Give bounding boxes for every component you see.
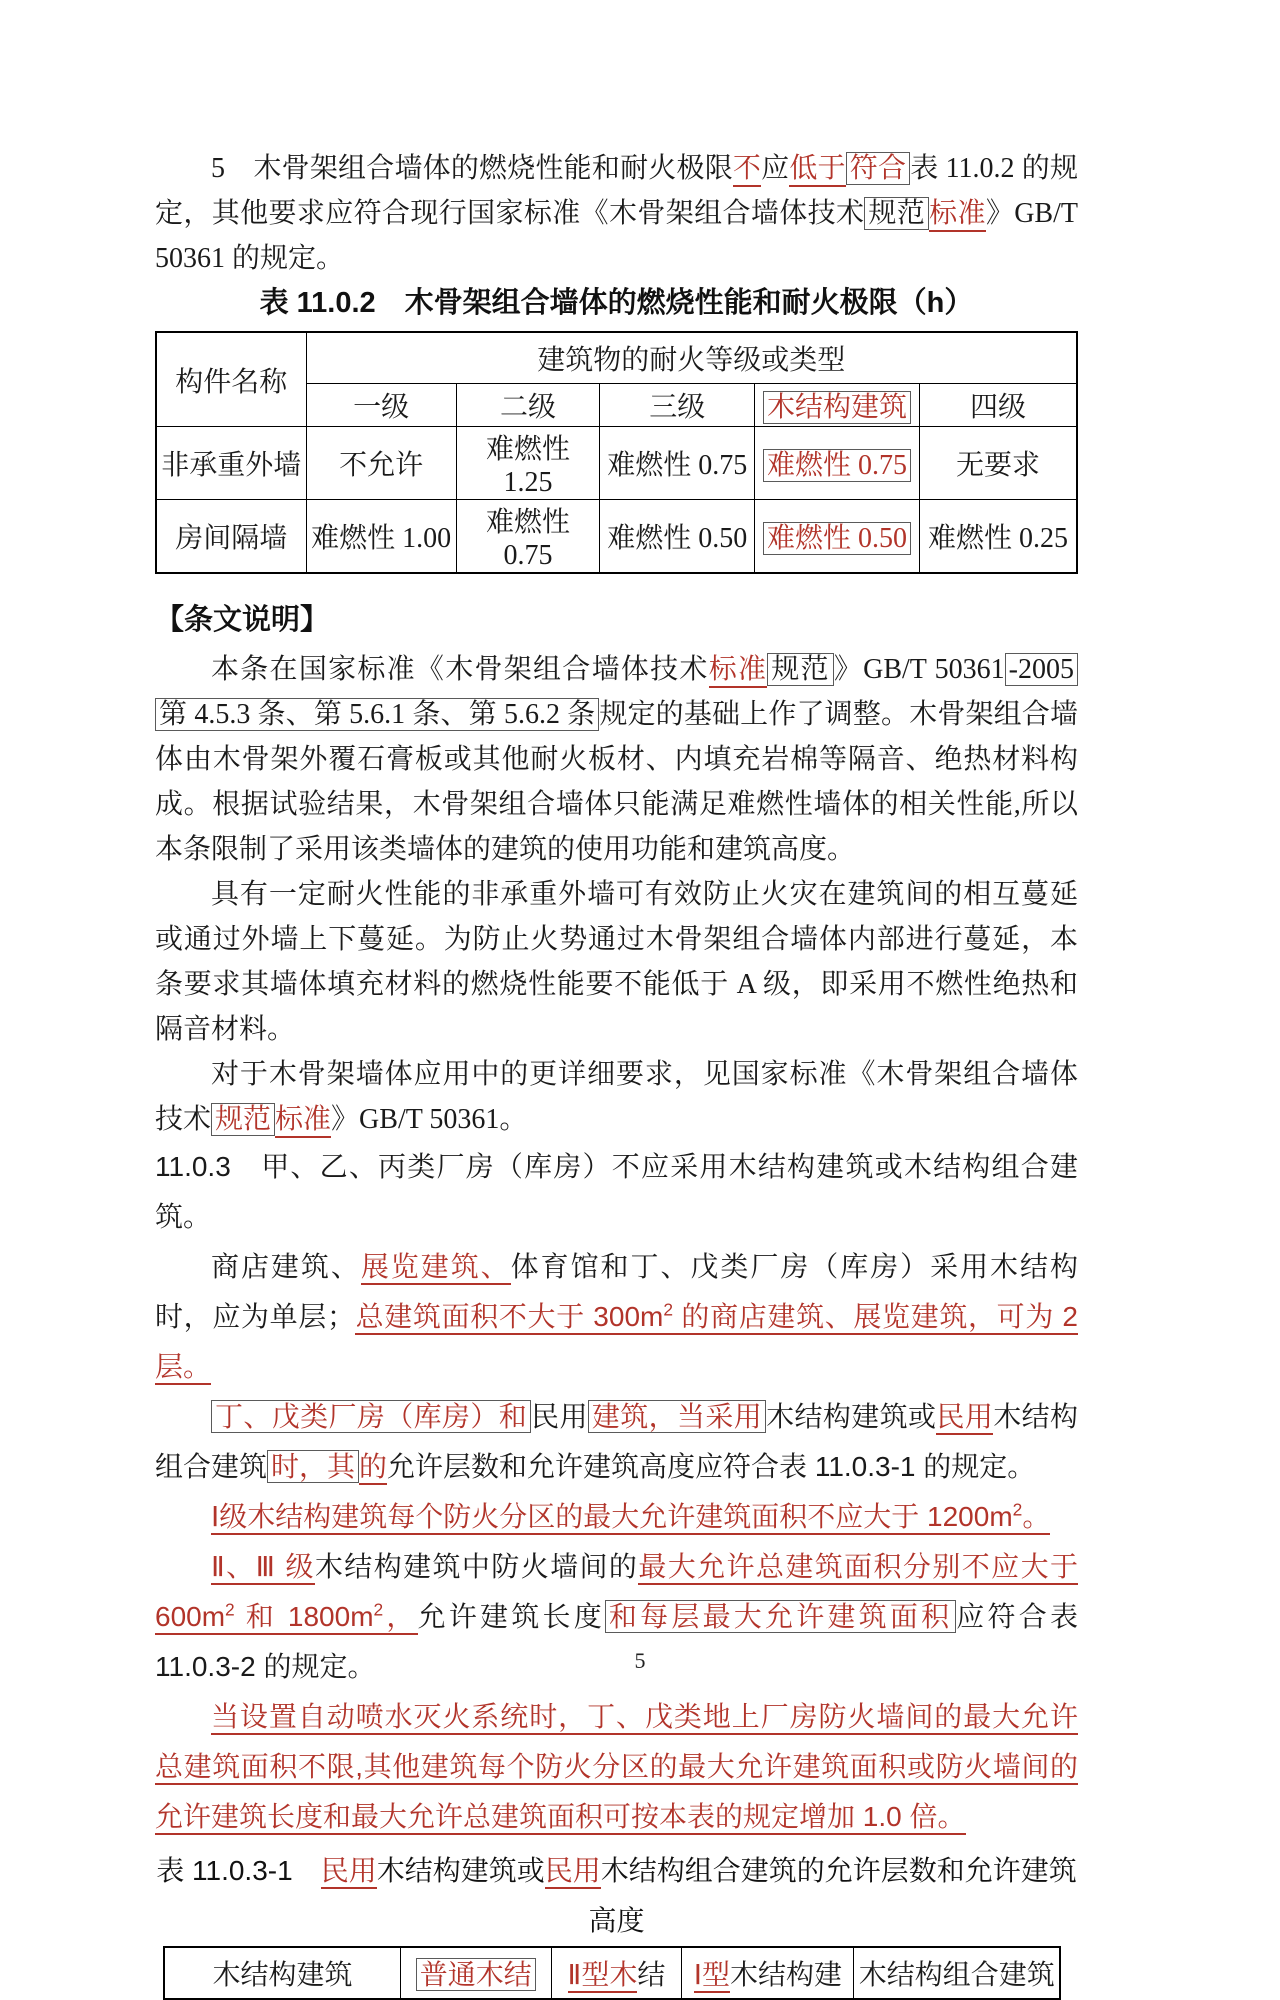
text-run: 具有一定耐火性能的非承重外墙可有效防止火灾在建筑间的相互蔓延或通过外墙上下蔓延。为防止火势通过木骨架组合墙体内部进行蔓延，本条要求其墙体填充材料的燃烧性能要不能低于 A 级，即采用不燃性绝热和隔音材料。 — [155, 879, 1078, 1045]
text-run: Ⅰ型 — [693, 1959, 730, 1990]
table-cell — [600, 427, 755, 500]
text-run: 11.0.3 甲、乙、丙类厂房（库房）不应采用木结构建筑或木结构组合建筑。 — [155, 1151, 1078, 1232]
text-run: 难燃性 0.25 — [927, 523, 1068, 554]
deleted-text: 时，其 — [267, 1450, 359, 1483]
deleted-text: 难燃性 0.75 — [763, 449, 911, 482]
text-run: 。 — [1022, 1501, 1051, 1532]
text-run: 总建筑面积不大于 300m — [354, 1301, 664, 1332]
inserted-text — [321, 1855, 377, 1889]
document-page — [155, 146, 1078, 2000]
text-run: 的商店建筑、展览建筑，可为 2 层。 — [155, 1301, 1078, 1382]
text-run: 允许建筑长度 — [417, 1601, 605, 1632]
explanation-paragraph-1 — [155, 647, 1078, 872]
table-cell-group-header — [306, 332, 1077, 384]
inserted-text — [359, 1451, 387, 1485]
text-run: 木结构建筑或 — [766, 1401, 937, 1432]
table-cell — [306, 427, 456, 500]
text-run: Ⅱ型木 — [567, 1959, 638, 1990]
inserted-text — [733, 153, 761, 187]
table-11-0-2 — [155, 331, 1078, 574]
deleted-text: 规范 — [767, 653, 834, 686]
text-run: 应符合表 11.0.3-2 的规定。 — [155, 1601, 1078, 1682]
text-run: 最大允许总建筑面积分别不应大于 600m — [155, 1551, 1078, 1632]
table-row — [156, 427, 1077, 500]
explanation-paragraph-3 — [155, 1052, 1078, 1142]
deleted-text: 和每层最大允许建筑面积 — [605, 1600, 956, 1633]
clause-11-0-3-paragraph-3 — [155, 1492, 1078, 1542]
text-run: 和 1800m — [234, 1601, 374, 1632]
table-cell — [755, 500, 920, 574]
table-cell — [919, 427, 1077, 500]
inserted-text — [211, 1501, 1050, 1535]
table-cell — [755, 384, 920, 427]
clause-11-0-3-paragraph-1 — [155, 1242, 1078, 1392]
text-run: 难燃性 1.25 — [486, 434, 571, 498]
text-run: 表 11.0.2 木骨架组合墙体的燃烧性能和耐火极限（h） — [259, 287, 974, 319]
text-run: 结 — [637, 1959, 666, 1990]
text-run: 难燃性 1.00 — [311, 523, 452, 554]
text-run: 民用 — [531, 1401, 588, 1432]
clause-11-0-3-paragraph-5 — [155, 1692, 1078, 1842]
inserted-text — [789, 153, 845, 187]
table-11-0-3-1-caption — [155, 1846, 1078, 1946]
text-run: 体育馆和丁、戊类厂房（库房）采用木结构时，应为单层； — [155, 1251, 1078, 1332]
table-cell — [456, 384, 600, 427]
text-run: 允许层数和允许建筑高度应符合表 11.0.3-1 的规定。 — [387, 1451, 1036, 1482]
deleted-text: -2005 — [1005, 653, 1078, 686]
table-cell — [854, 1947, 1060, 1999]
table-cell — [156, 427, 306, 500]
text-run: 不允许 — [339, 450, 424, 481]
text-run: 建筑物的耐火等级或类型 — [537, 345, 846, 376]
clause-5-section — [155, 146, 1078, 281]
clause-11-0-3-section — [155, 1142, 1078, 1842]
text-run: 难燃性 0.75 — [607, 450, 748, 481]
text-run: 2 — [373, 1599, 384, 1620]
text-run: 表 11.0.3-1 — [156, 1855, 321, 1886]
text-run: 应 — [761, 153, 790, 184]
deleted-text: 建筑，当采用 — [588, 1400, 766, 1433]
text-run: 非承重外墙 — [161, 450, 302, 481]
table-cell — [919, 384, 1077, 427]
clause-5-paragraph — [155, 146, 1078, 281]
text-run: 本条在国家标准《木骨架组合墙体技术 — [211, 654, 709, 685]
text-run: 不 — [732, 153, 762, 184]
deleted-text: 丁、戊类厂房（库房）和 — [211, 1400, 531, 1433]
text-run: 木结构建筑中防火墙间的 — [314, 1551, 639, 1582]
text-run: 房间隔墙 — [175, 523, 288, 554]
table-cell — [456, 500, 600, 574]
table-cell — [919, 500, 1077, 574]
text-run: 对于木骨架墙体应用中的更详细要求，见国家标准《木骨架组合墙体技术 — [155, 1059, 1078, 1135]
text-run: 规定的基础上作了调整。木骨架组合墙体由木骨架外覆石膏板或其他耐火板材、内填充岩棉等隔音、绝热材料构成。根据试验结果，木骨架组合墙体只能满足难燃性墙体的相关性能,所以本条限制了采用该类墙体的建筑的使用功能和建筑高度。 — [155, 699, 1078, 865]
table-11-0-3-1 — [163, 1946, 1061, 2000]
table-row — [164, 1947, 1060, 1999]
text-run: 2 — [225, 1599, 235, 1620]
text-run: Ⅱ、Ⅲ 级 — [211, 1551, 315, 1582]
text-run: 标准 — [708, 654, 768, 685]
deleted-text: 规范 — [211, 1103, 275, 1136]
text-run: 5 木骨架组合墙体的燃烧性能和耐火极限 — [211, 153, 733, 184]
inserted-text — [936, 1401, 993, 1435]
table-cell — [156, 500, 306, 574]
text-run: 木结构建 — [730, 1959, 843, 1990]
text-run: 标准 — [929, 198, 986, 229]
text-run: 表 11.0.2 的规定，其他要求应符合现行国家标准《木骨架组合墙体技术 — [155, 153, 1078, 229]
text-run: 难燃性 0.75 — [486, 507, 571, 571]
text-run: 木结构建筑或 — [376, 1855, 545, 1886]
table-cell — [306, 500, 456, 574]
text-run: 无要求 — [955, 450, 1040, 481]
table-cell — [551, 1947, 682, 1999]
text-run: 》GB/T 50361 的规定。 — [155, 198, 1078, 274]
explanation-paragraph-2 — [155, 872, 1078, 1052]
text-run: 木结构组合建筑的允许层数和允许建筑高度 — [588, 1855, 1077, 1936]
table-11-0-2-caption — [155, 281, 1078, 325]
text-run: 2 — [663, 1299, 673, 1320]
inserted-text — [361, 1251, 511, 1285]
text-run: 民用 — [936, 1401, 994, 1432]
text-run: 的 — [359, 1451, 388, 1482]
text-run: 构件名称 — [175, 366, 288, 398]
text-run: Ⅰ级木结构建筑每个防火分区的最大允许建筑面积不应大于 1200m — [211, 1501, 1013, 1532]
text-run: 》GB/T 50361。 — [331, 1104, 528, 1135]
deleted-text: 普通木结 — [416, 1958, 536, 1991]
page-number: 5 — [634, 1648, 646, 1673]
text-run: 民用 — [544, 1855, 601, 1886]
deleted-text: 难燃性 0.50 — [763, 522, 911, 555]
deleted-text: 木结构建筑 — [763, 391, 911, 424]
text-run: 【条文说明】 — [155, 604, 330, 636]
table-cell — [755, 427, 920, 500]
table-row — [156, 500, 1077, 574]
text-run: 》GB/T 50361 — [833, 654, 1005, 685]
inserted-text — [694, 1959, 730, 1993]
text-run: 木结构组合建筑 — [155, 1401, 1078, 1482]
deleted-text: 符合 — [846, 152, 910, 185]
explanation-heading — [155, 598, 1078, 643]
explanation-section — [155, 647, 1078, 1142]
clause-11-0-3-heading — [155, 1142, 1078, 1242]
text-run: 2 — [1012, 1499, 1023, 1520]
deleted-text: 第 4.5.3 条、第 5.6.1 条、第 5.6.2 条 — [155, 698, 599, 731]
text-run: 木结构组合建筑 — [858, 1959, 1055, 1990]
text-run: 一级 — [353, 392, 410, 423]
inserted-text — [211, 1551, 315, 1585]
text-run: 二级 — [500, 392, 557, 423]
text-run: 民用 — [320, 1855, 377, 1886]
table-cell — [306, 384, 456, 427]
inserted-text — [929, 198, 986, 232]
inserted-text — [155, 1701, 1078, 1835]
table-cell-component-name — [156, 332, 306, 427]
text-run: 木结构建筑 — [212, 1959, 353, 1990]
table-cell — [456, 427, 600, 500]
text-run: 四级 — [969, 392, 1026, 423]
text-run: 当设置自动喷水灭火系统时，丁、戊类地上厂房防火墙间的最大允许总建筑面积不限,其他建筑每个防火分区的最大允许建筑面积或防火墙间的允许建筑长度和最大允许总建筑面积可按本表的规定增加 1.0 倍。 — [155, 1701, 1078, 1832]
inserted-text — [568, 1959, 638, 1993]
text-run: 展览建筑、 — [360, 1251, 511, 1282]
table-cell — [682, 1947, 854, 1999]
text-run: 标准 — [275, 1104, 332, 1135]
text-run: 三级 — [649, 392, 706, 423]
inserted-text — [275, 1104, 331, 1138]
text-run: 难燃性 0.50 — [607, 523, 748, 554]
text-run: 商店建筑、 — [211, 1251, 361, 1282]
table-row — [156, 332, 1077, 384]
table-cell — [600, 500, 755, 574]
text-run: ， — [383, 1601, 418, 1632]
clause-11-0-3-paragraph-2 — [155, 1392, 1078, 1492]
inserted-text — [545, 1855, 601, 1889]
table-cell — [164, 1947, 401, 1999]
table-cell — [600, 384, 755, 427]
text-run: 低于 — [789, 153, 846, 184]
table-cell — [401, 1947, 552, 1999]
deleted-text: 规范 — [864, 197, 929, 230]
inserted-text — [709, 654, 768, 688]
